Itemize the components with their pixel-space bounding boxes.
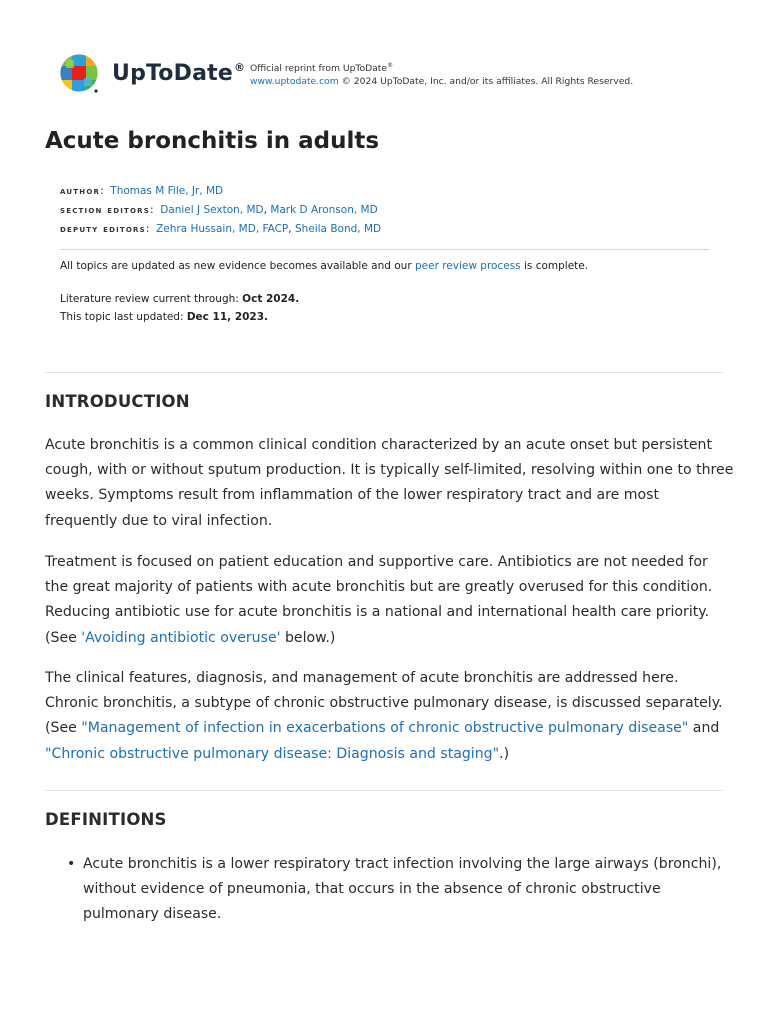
section-editor-link[interactable]: Daniel J Sexton, MD — [160, 204, 264, 216]
section-editor-link[interactable]: Mark D Aronson, MD — [270, 204, 378, 216]
section-divider — [45, 372, 723, 373]
author-link[interactable]: Thomas M File, Jr, MD — [110, 185, 224, 197]
intro-paragraph-1: Acute bronchitis is a common clinical condition characterized by an acute onset but persistent cough, with or without sputum production. It is typically self-limited, resolving within one to three weeks. Symptoms result from inflammation of the lower respiratory tract and are most frequently due to viral infection. — [45, 437, 734, 529]
bullet-icon: • — [67, 856, 76, 872]
deputy-editors-line: deputy editors: Zehra Hussain, MD, FACP, Sheila Bond, MD — [60, 223, 382, 235]
copd-infection-link[interactable]: "Management of infection in exacerbations of chronic obstructive pulmonary disease" — [81, 720, 689, 737]
reprint-notice: Official reprint from UpToDate® www.uptodate.com © 2024 UpToDate, Inc. and/or its affiliates. All Rights Reserved. — [250, 62, 634, 88]
last-updated-date: This topic last updated: Dec 11, 2023. — [60, 310, 269, 323]
page-title: Acute bronchitis in adults — [45, 128, 380, 154]
peer-review-link[interactable]: peer review process — [414, 260, 521, 272]
reprint-text: Official reprint from UpToDate — [250, 63, 388, 75]
literature-review-date: Literature review current through: Oct 2024. — [60, 293, 300, 305]
list-item: • Acute bronchitis is a lower respiratory tract infection involving the large airways (bronchi), without evidence of pneumonia, that occurs in the absence of chronic obstructive pulmonary disease. — [45, 852, 735, 928]
brand-name: UpToDate® — [112, 60, 246, 86]
author-label: author — [60, 186, 101, 197]
copd-diagnosis-link[interactable]: "Chronic obstructive pulmonary disease: Diagnosis and staging" — [45, 745, 500, 762]
review-dates — [60, 291, 299, 326]
deputy-editors-label: deputy editors — [60, 224, 146, 235]
antibiotic-overuse-link[interactable]: 'Avoiding antibiotic overuse' — [81, 629, 281, 646]
deputy-editor-link[interactable]: Zehra Hussain, MD, FACP — [156, 223, 289, 235]
uptodate-logo-icon — [58, 52, 100, 94]
header — [58, 52, 245, 94]
site-link[interactable]: www.uptodate.com — [250, 76, 339, 88]
section-editors-line: section editors: Daniel J Sexton, MD, Mark D Aronson, MD — [60, 204, 378, 216]
copyright-text: © 2024 UpToDate, Inc. and/or its affiliates. All Rights Reserved. — [338, 76, 634, 88]
author-line: author: Thomas M File, Jr, MD — [60, 185, 224, 197]
section-divider — [45, 790, 723, 791]
definitions-list — [45, 852, 735, 928]
introduction-heading: INTRODUCTION — [45, 392, 190, 411]
intro-paragraph-2: Treatment is focused on patient education and supportive care. Antibiotics are not needed for the great majority of patients with acute bronchitis but are greatly overused for this condition. Reducing antibiotic use for acute bronchitis is a national and international health care priority. (See 'Avoiding antibiotic overuse' below.) — [45, 554, 713, 646]
deputy-editor-link[interactable]: Sheila Bond, MD — [294, 223, 382, 235]
section-editors-label: section editors — [60, 205, 150, 216]
divider — [60, 249, 709, 250]
intro-paragraph-3: The clinical features, diagnosis, and management of acute bronchitis are addressed here. Chronic bronchitis, a subtype of chronic obstructive pulmonary disease, is discussed separately. (See "Management of infection in exacerbations of chronic obstructive pulmonary disease" and "Chronic obstructive pulmonary disease: Diagnosis and staging".) — [45, 670, 723, 762]
contributors — [60, 182, 381, 239]
review-note: All topics are updated as new evidence becomes available and our peer review process is complete. — [60, 260, 589, 272]
definitions-heading: DEFINITIONS — [45, 810, 167, 829]
